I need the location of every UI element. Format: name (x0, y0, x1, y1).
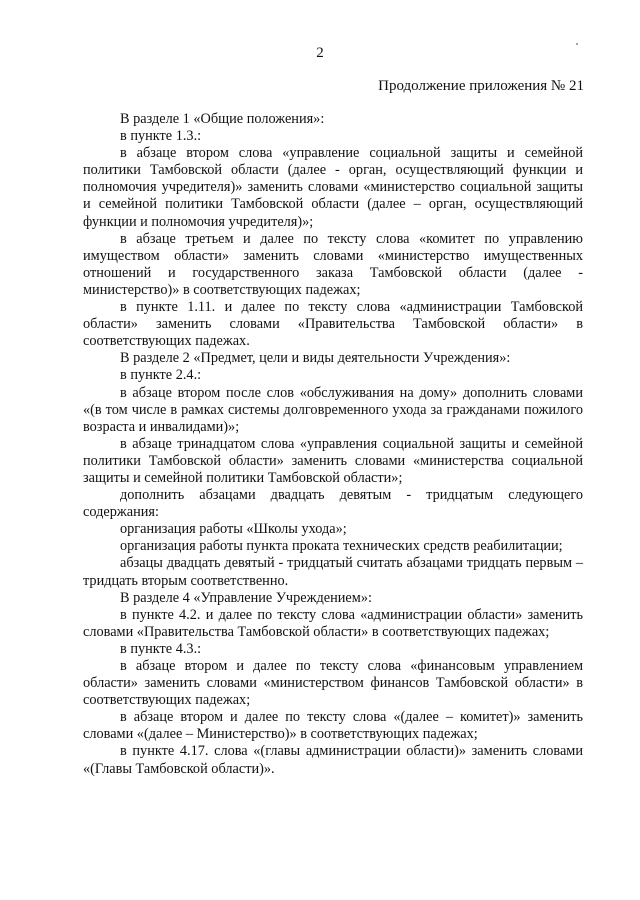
amendment-paragraph: абзацы двадцать девятый - тридцатый считать абзацами тридцать первым – тридцать вторым соответственно. (83, 555, 583, 589)
section-4-heading: В разделе 4 «Управление Учреждением»: (120, 589, 372, 606)
amendment-paragraph: в пункте 4.2. и далее по тексту слова «администрации области» заменить словами «Правительства Тамбовской области» в соответствующих падежах; (83, 606, 583, 640)
amendment-paragraph: в пункте 1.11. и далее по тексту слова «администрации Тамбовской области» заменить словами «Правительства Тамбовской области» в соответствующих падежах. (83, 299, 583, 350)
appendix-continuation-heading: Продолжение приложения № 21 (378, 78, 584, 94)
clause-4-3-heading: в пункте 4.3.: (120, 640, 202, 657)
amendment-paragraph: в абзаце тринадцатом слова «управления социальной защиты и семейной политики Тамбовской области» заменить словами «министерства социальной защиты и семейной политики Тамбовской области»; (83, 435, 583, 486)
amendment-paragraph: в абзаце втором и далее по тексту слова «финансовым управлением области» заменить словами «министерством финансов Тамбовской области» в соответствующих падежах; (83, 658, 583, 709)
section-2-heading: В разделе 2 «Предмет, цели и виды деятельности Учреждения»: (120, 350, 511, 367)
amendment-paragraph: организация работы пункта проката технических средств реабилитации; (120, 538, 563, 555)
clause-1-3-heading: в пункте 1.3.: (120, 128, 202, 145)
section-1-heading: В разделе 1 «Общие положения»: (120, 111, 325, 127)
amendment-paragraph: в абзаце втором после слов «обслуживания на дому» дополнить словами «(в том числе в рамках системы долговременного ухода за гражданами пожилого возраста и инвалидами)»; (83, 384, 583, 435)
amendment-paragraph: в пункте 4.17. слова «(главы администрации области)» заменить словами «(Главы Тамбовской области)». (83, 743, 583, 777)
amendment-paragraph: организация работы «Школы ухода»; (120, 521, 347, 538)
amendment-paragraph: дополнить абзацами двадцать девятым - тридцатым следующего содержания: (83, 487, 583, 521)
document-body (83, 111, 583, 778)
page-number: 2 (316, 45, 324, 61)
amendment-paragraph: в абзаце втором слова «управление социальной защиты и семейной политики Тамбовской области (далее - орган, осуществляющий функции и полномочия учредителя)» заменить словами «министерство социальной защиты и семейной политики Тамбовской области (далее – орган, осуществляющий функции и полномочия учредителя)»; (83, 145, 583, 230)
amendment-paragraph: в абзаце втором и далее по тексту слова «(далее – комитет)» заменить словами «(далее – Министерство)» в соответствующих падежах; (83, 709, 583, 743)
amendment-paragraph: в абзаце третьем и далее по тексту слова «комитет по управлению имуществом области» заменить словами «министерство имущественных отношений и государственного заказа Тамбовской области (далее - министерство)» в соответствующих падежах; (83, 230, 583, 298)
clause-2-4-heading: в пункте 2.4.: (120, 367, 202, 384)
